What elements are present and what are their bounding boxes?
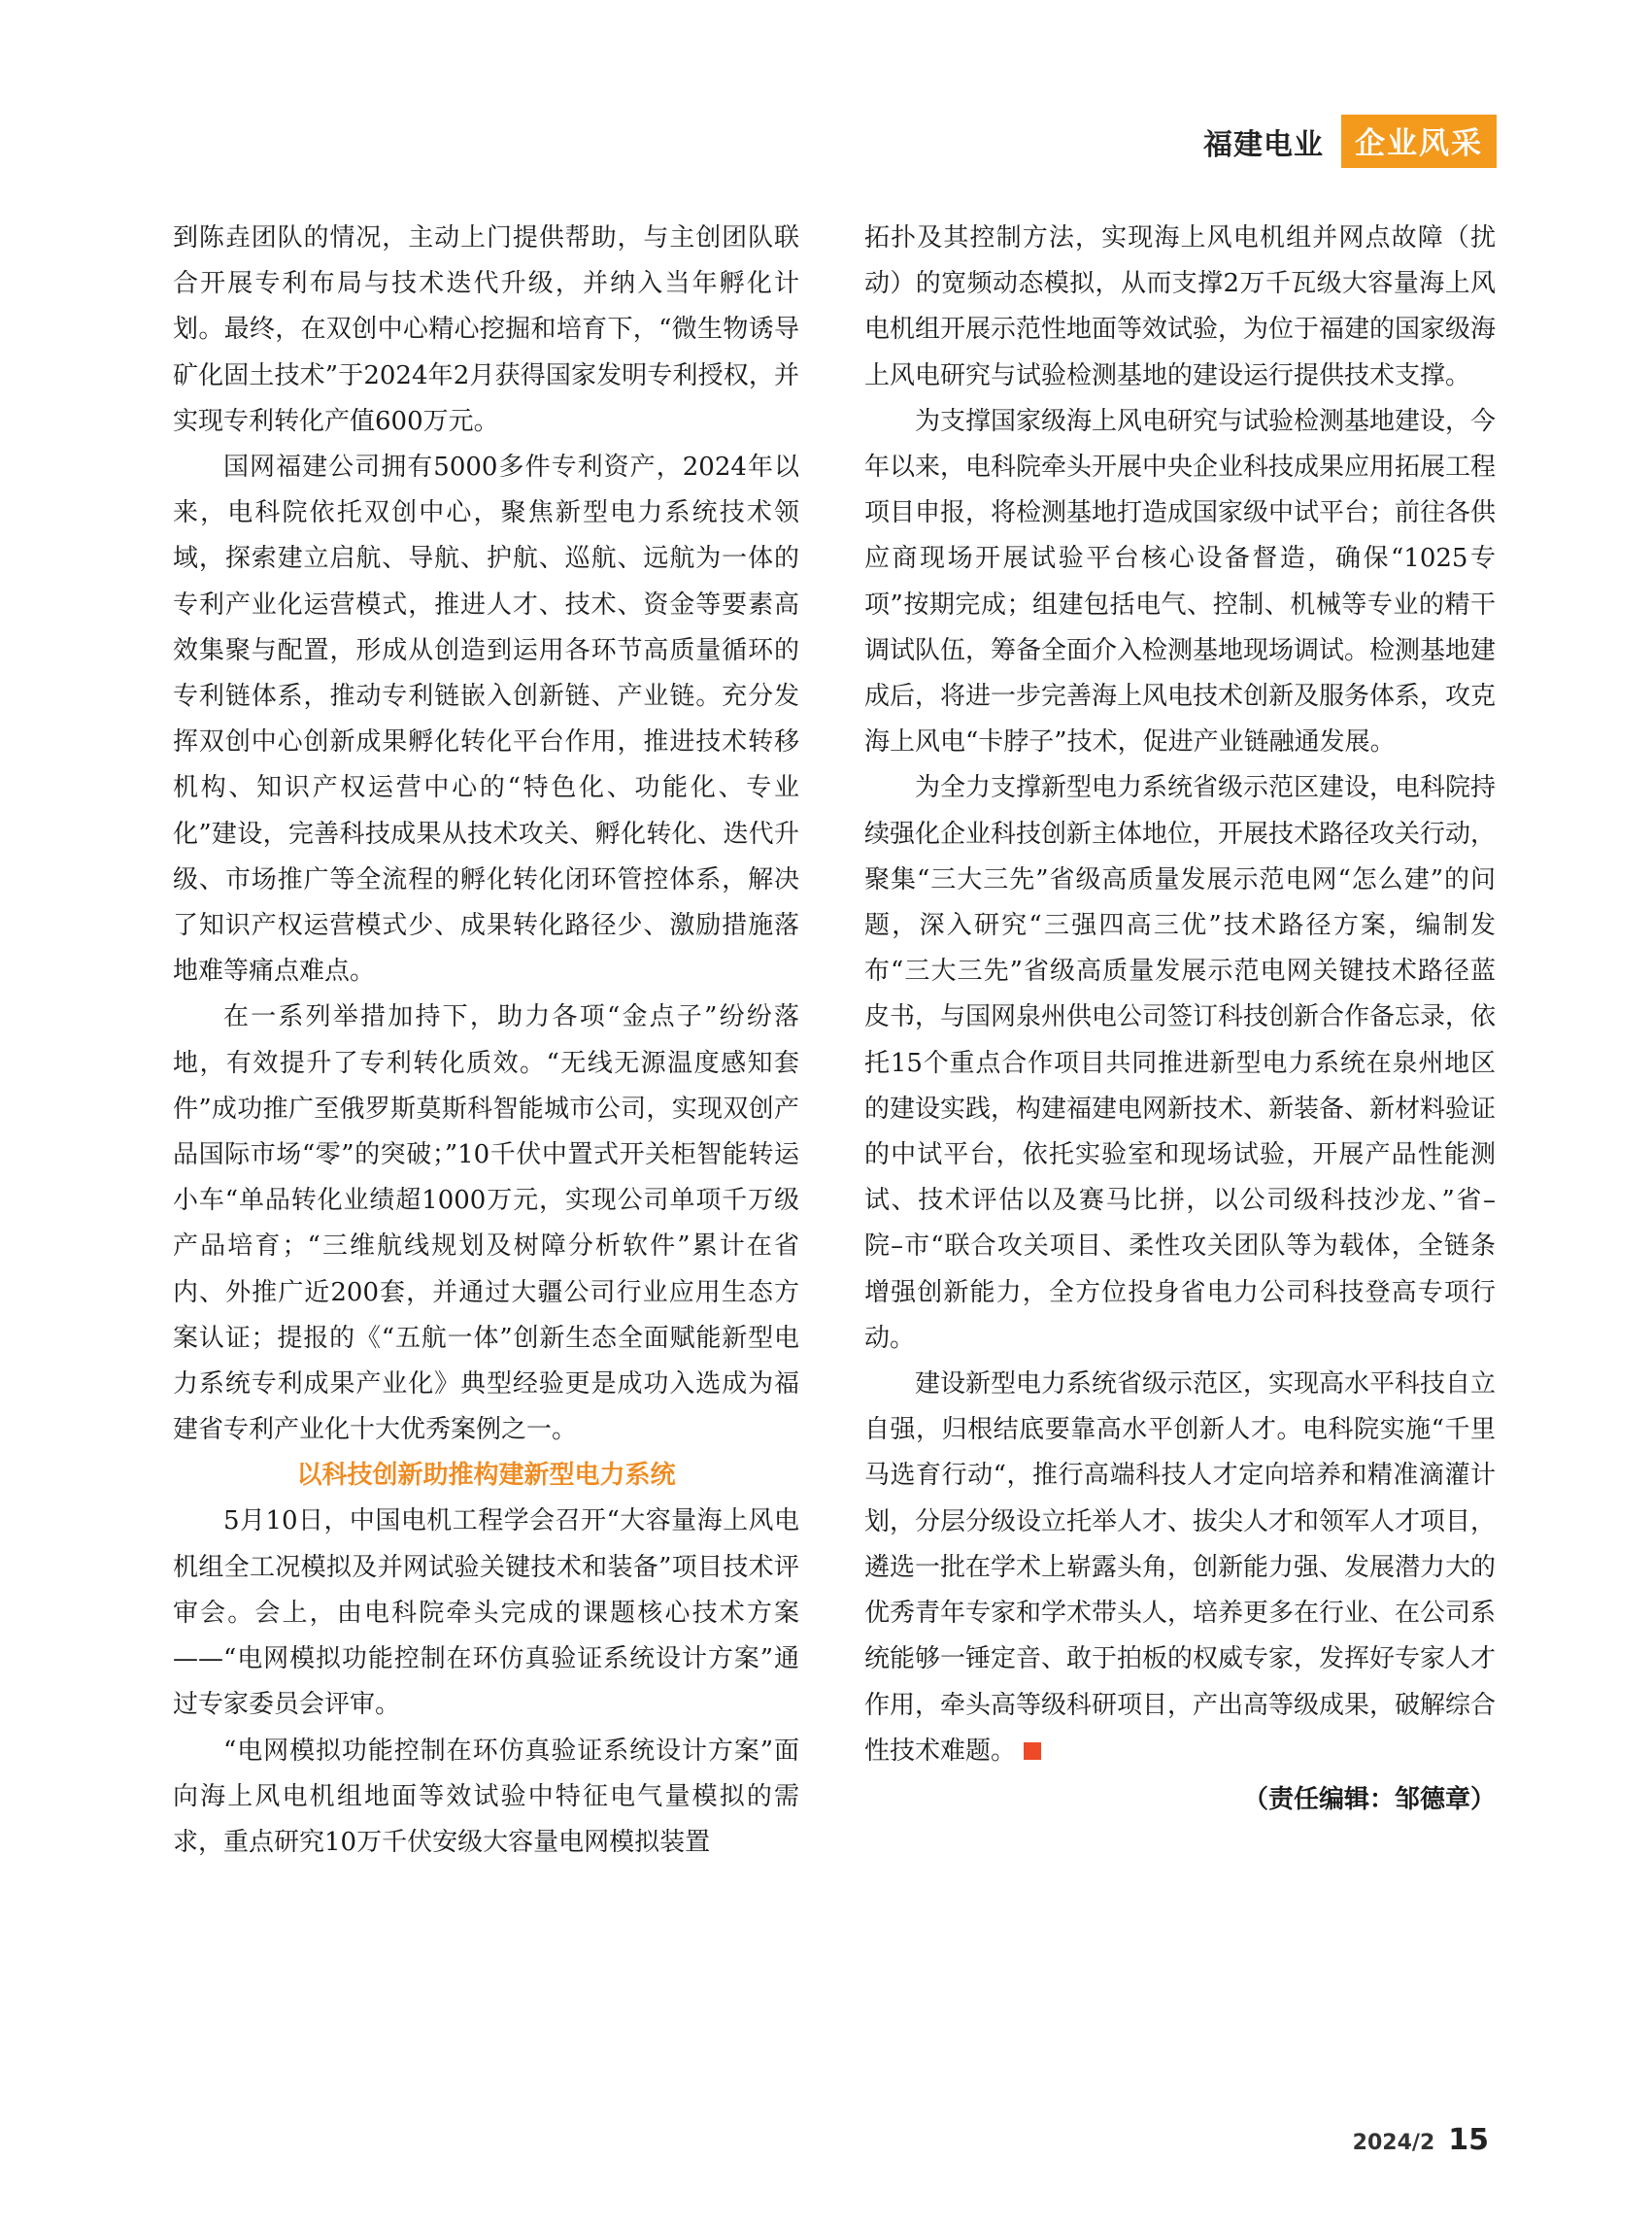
- paragraph: 为全力支撑新型电力系统省级示范区建设，电科院持续强化企业科技创新主体地位，开展技术路径攻关行动，聚集“三大三先”省级高质量发展示范电网“怎么建”的问题，深入研究“三强四高三优”技术路径方案，编制发布“三大三先”省级高质量发展示范电网关键技术路径蓝皮书，与国网泉州供电公司签订科技创新合作备忘录，依托15个重点合作项目共同推进新型电力系统在泉州地区的建设实践，构建福建电网新技术、新装备、新材料验证的中试平台，依托实验室和现场试验，开展产品性能测试、技术评估以及赛马比拼，以公司级科技沙龙、”省–院–市“联合攻关项目、柔性攻关团队等为载体，全链条增强创新能力，全方位投身省电力公司科技登高专项行动。: [864, 773, 1497, 1353]
- paragraph: 到陈垚团队的情况，主动上门提供帮助，与主创团队联合开展专利布局与技术迭代升级，并纳入当年孵化计划。最终，在双创中心精心挖掘和培育下，“微生物诱导矿化固土技术”于2024年2月获得国家发明专利授权，并实现专利转化产值600万元。: [173, 223, 799, 436]
- page-footer: [1353, 2123, 1489, 2157]
- page-number: 15: [1448, 2123, 1489, 2157]
- section-tag: 企业风采: [1341, 115, 1497, 168]
- paragraph: 为支撑国家级海上风电研究与试验检测基地建设，今年以来，电科院牵头开展中央企业科技成果应用拓展工程项目申报，将检测基地打造成国家级中试平台；前往各供应商现场开展试验平台核心设备督造，确保“1025专项”按期完成；组建包括电气、控制、机械等专业的精干调试队伍，筹备全面介入检测基地现场调试。检测基地建成后，将进一步完善海上风电技术创新及服务体系，攻克海上风电“卡脖子”技术，促进产业链融通发展。: [864, 406, 1497, 758]
- left-column: [173, 216, 799, 1866]
- issue-number: 2024/2: [1352, 2131, 1435, 2155]
- paragraph: “电网模拟功能控制在环仿真验证系统设计方案”面向海上风电机组地面等效试验中特征电气量模拟的需求，重点研究10万千伏安级大容量电网模拟装置: [173, 1736, 799, 1857]
- editor-credit: （责任编辑：邹德章）: [1242, 1784, 1496, 1814]
- paragraph: 5月10日，中国电机工程学会召开“大容量海上风电机组全工况模拟及并网试验关键技术和装备”项目技术评审会。会上，由电科院牵头完成的课题核心技术方案——“电网模拟功能控制在环仿真验证系统设计方案”通过专家委员会评审。: [173, 1506, 799, 1720]
- section-subheading: 以科技创新助推构建新型电力系统: [296, 1461, 676, 1491]
- paragraph: 国网福建公司拥有5000多件专利资产，2024年以来，电科院依托双创中心，聚焦新型电力系统技术领域，探索建立启航、导航、护航、巡航、远航为一体的专利产业化运营模式，推进人才、技术、资金等要素高效集聚与配置，形成从创造到运用各环节高质量循环的专利链体系，推动专利链嵌入创新链、产业链。充分发挥双创中心创新成果孵化转化平台作用，推进技术转移机构、知识产权运营中心的“特色化、功能化、专业化”建设，完善科技成果从技术攻关、孵化转化、迭代升级、市场推广等全流程的孵化转化闭环管控体系，解决了知识产权运营模式少、成果转化路径少、激励措施落地难等痛点难点。: [173, 453, 799, 987]
- paragraph-final: [864, 1362, 1496, 1774]
- right-column: [864, 216, 1496, 1823]
- page-header: [1203, 115, 1497, 168]
- paragraph: 在一系列举措加持下，助力各项“金点子”纷纷落地，有效提升了专利转化质效。“无线无源温度感知套件”成功推广至俄罗斯莫斯科智能城市公司，实现双创产品国际市场“零”的突破；”10千伏中置式开关柜智能转运小车“单品转化业绩超1000万元，实现公司单项千万级产品培育；“三维航线规划及树障分析软件”累计在省内、外推广近200套，并通过大疆公司行业应用生态方案认证；提报的《“五航一体”创新生态全面赋能新型电力系统专利成果产业化》典型经验更是成功入选成为福建省专利产业化十大优秀案例之一。: [173, 1002, 799, 1445]
- magazine-name: 福建电业: [1203, 127, 1324, 162]
- paragraph: 拓扑及其控制方法，实现海上风电机组并网点故障（扰动）的宽频动态模拟，从而支撑2万千瓦级大容量海上风电机组开展示范性地面等效试验，为位于福建的国家级海上风电研究与试验检测基地的建设运行提供技术支撑。: [864, 223, 1497, 390]
- paragraph-text: 建设新型电力系统省级示范区，实现高水平科技自立自强，归根结底要靠高水平创新人才。电科院实施“千里马选育行动“，推行高端科技人才定向培养和精准滴灌计划，分层分级设立托举人才、拔尖人才和领军人才项目，遴选一批在学术上崭露头角，创新能力强、发展潜力大的优秀青年专家和学术带头人，培养更多在行业、在公司系统能够一锤定音、敢于拍板的权威专家，发挥好专家人才作用，牵头高等级科研项目，产出高等级成果，破解综合性技术难题。: [864, 1369, 1497, 1766]
- end-mark-icon: [1024, 1742, 1041, 1760]
